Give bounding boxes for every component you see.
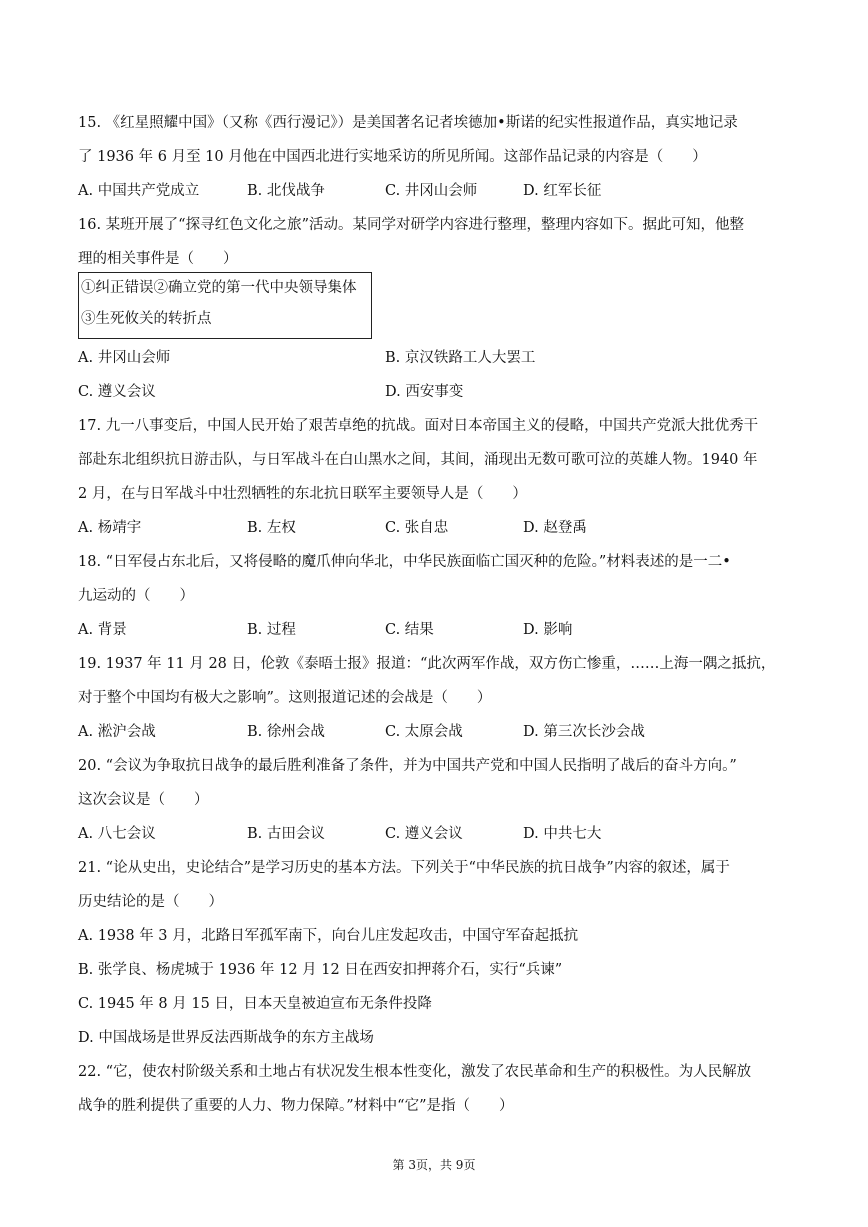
q20-stem-line-1: 20. “会议为争取抗日战争的最后胜利准备了条件，并为中国共产党和中国人民指明了战后的奋斗方向。” bbox=[78, 758, 737, 774]
q18-stem-line-1: 18. “日军侵占东北后，又将侵略的魔爪伸向华北，中华民族面临亡国灭种的危险。”材料表述的是一二• bbox=[78, 554, 731, 570]
q21-stem-line-2: 历史结论的是（ ） bbox=[78, 894, 223, 910]
q15-stem-line-2: 了 1936 年 6 月至 10 月他在中国西北进行实地采访的所见所闻。这部作品记录的内容是（ ） bbox=[78, 149, 707, 165]
q20-option-d: D. 中共七大 bbox=[523, 826, 602, 842]
q20-option-c: C. 遵义会议 bbox=[385, 826, 463, 842]
q16-option-c: C. 遵义会议 bbox=[78, 384, 156, 400]
page-number-footer: 第 3页，共 9页 bbox=[392, 1158, 476, 1172]
q18-stem-line-2: 九运动的（ ） bbox=[78, 588, 194, 604]
q17-option-d: D. 赵登禹 bbox=[523, 520, 587, 536]
q16-option-b: B. 京汉铁路工人大罢工 bbox=[385, 350, 536, 366]
q17-option-b: B. 左权 bbox=[247, 520, 296, 536]
q19-option-c: C. 太原会战 bbox=[385, 724, 463, 740]
q19-option-d: D. 第三次长沙会战 bbox=[523, 724, 645, 740]
q19-stem-line-2: 对于整个中国均有极大之影响”。这则报道记述的会战是（ ） bbox=[78, 690, 492, 706]
q18-option-d: D. 影响 bbox=[523, 622, 573, 638]
q16-option-d: D. 西安事变 bbox=[385, 384, 464, 400]
q21-option-d: D. 中国战场是世界反法西斯战争的东方主战场 bbox=[78, 1030, 374, 1046]
q20-option-b: B. 古田会议 bbox=[247, 826, 325, 842]
q17-stem-line-1: 17. 九一八事变后，中国人民开始了艰苦卓绝的抗战。面对日本帝国主义的侵略，中国共产党派大批优秀干 bbox=[78, 418, 759, 434]
q15-option-a: A. 中国共产党成立 bbox=[78, 183, 200, 199]
q18-option-b: B. 过程 bbox=[247, 622, 296, 638]
q17-stem-line-2: 部赴东北组织抗日游击队，与日军战斗在白山黑水之间，其间，涌现出无数可歌可泣的英雄人物。1940 年 bbox=[78, 452, 758, 468]
q17-option-c: C. 张自忠 bbox=[385, 520, 449, 536]
q19-option-a: A. 淞沪会战 bbox=[78, 724, 156, 740]
q16-material-box bbox=[78, 272, 372, 339]
q15-option-d: D. 红军长征 bbox=[523, 183, 602, 199]
q16-option-a: A. 井冈山会师 bbox=[78, 350, 171, 366]
q20-stem-line-2: 这次会议是（ ） bbox=[78, 792, 209, 808]
q15-option-b: B. 北伐战争 bbox=[247, 183, 325, 199]
q17-option-a: A. 杨靖宇 bbox=[78, 520, 142, 536]
q15-option-c: C. 井冈山会师 bbox=[385, 183, 478, 199]
q18-option-c: C. 结果 bbox=[385, 622, 434, 638]
q21-stem-line-1: 21. “论从史出，史论结合”是学习历史的基本方法。下列关于“中华民族的抗日战争”内容的叙述，属于 bbox=[78, 860, 730, 876]
q20-option-a: A. 八七会议 bbox=[78, 826, 156, 842]
q19-stem-line-1: 19. 1937 年 11 月 28 日，伦敦《泰晤士报》报道：“此次两军作战，双方伤亡惨重，……上海一隅之抵抗， bbox=[78, 656, 776, 672]
q22-stem-line-1: 22. “它，使农村阶级关系和土地占有状况发生根本性变化，激发了农民革命和生产的积极性。为人民解放 bbox=[78, 1064, 752, 1080]
q16-box-line-2: ③生死攸关的转折点 bbox=[81, 311, 212, 327]
q21-option-a: A. 1938 年 3 月，北路日军孤军南下，向台儿庄发起攻击，中国守军奋起抵抗 bbox=[78, 928, 579, 944]
q18-option-a: A. 背景 bbox=[78, 622, 127, 638]
q17-stem-line-3: 2 月，在与日军战斗中壮烈牺牲的东北抗日联军主要领导人是（ ） bbox=[78, 486, 527, 502]
q19-option-b: B. 徐州会战 bbox=[247, 724, 325, 740]
q16-stem-line-2: 理的相关事件是（ ） bbox=[78, 251, 238, 267]
q21-option-b: B. 张学良、杨虎城于 1936 年 12 月 12 日在西安扣押蒋介石，实行“兵谏” bbox=[78, 962, 563, 978]
q16-stem-line-1: 16. 某班开展了“探寻红色文化之旅”活动。某同学对研学内容进行整理，整理内容如下。据此可知，他整 bbox=[78, 217, 744, 233]
q15-stem-line-1: 15. 《红星照耀中国》（又称《西行漫记》）是美国著名记者埃德加•斯诺的纪实性报道作品，真实地记录 bbox=[78, 115, 738, 131]
q22-stem-line-2: 战争的胜利提供了重要的人力、物力保障。”材料中“它”是指（ ） bbox=[78, 1098, 514, 1114]
q21-option-c: C. 1945 年 8 月 15 日，日本天皇被迫宣布无条件投降 bbox=[78, 996, 432, 1012]
q16-box-line-1: ①纠正错误②确立党的第一代中央领导集体 bbox=[81, 280, 357, 296]
